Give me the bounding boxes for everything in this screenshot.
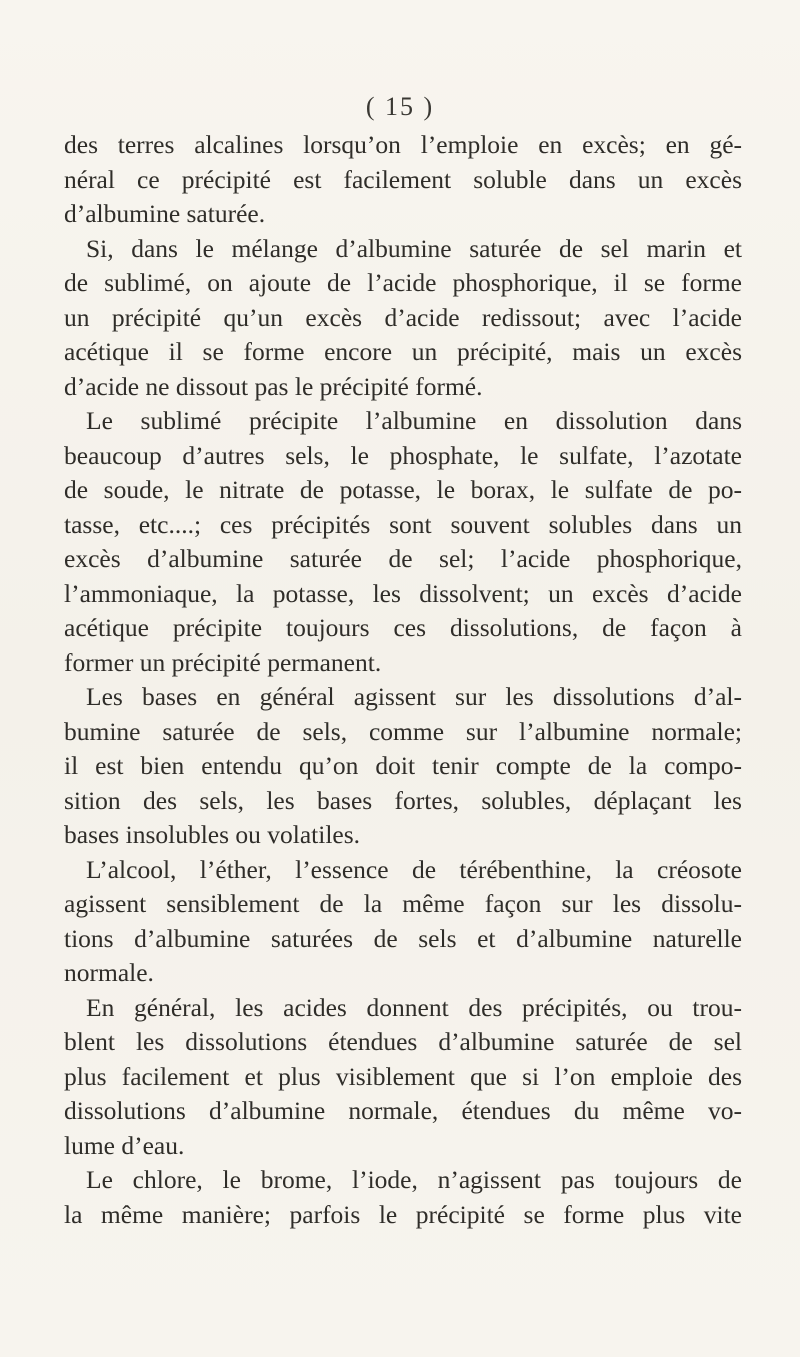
text-line: dissolutions d’albumine normale, étendues du même vo-: [64, 1096, 742, 1125]
text-line: acétique il se forme encore un précipité, mais un excès: [64, 337, 742, 366]
text-line: la même manière; parfois le précipité se forme plus vite: [64, 1199, 742, 1229]
text-line: acétique précipite toujours ces dissolutions, de façon à: [64, 613, 742, 642]
text-line: Si, dans le mélange d’albumine saturée de sel marin et: [86, 233, 742, 263]
text-line: sition des sels, les bases fortes, solubles, déplaçant les: [64, 785, 742, 815]
page-number: ( 15 ): [365, 92, 435, 121]
text-line: bases insolubles ou volatiles.: [64, 820, 361, 849]
text-line: lume d’eau.: [64, 1130, 185, 1160]
text-line: Les bases en général agissent sur les dissolutions d’al-: [86, 682, 742, 711]
text-line: l’ammoniaque, la potasse, les dissolvent; un excès d’acide: [64, 578, 742, 608]
text-line: de soude, le nitrate de potasse, le borax, le sulfate de po-: [64, 475, 742, 504]
text-line: Le sublimé précipite l’albumine en dissolution dans: [86, 406, 742, 435]
text-line: En général, les acides donnent des précipités, ou trou-: [86, 992, 742, 1022]
text-line: néral ce précipité est facilement soluble dans un excès: [64, 164, 742, 194]
paragraph: [64, 680, 742, 853]
text-line: beaucoup d’autres sels, le phosphate, le sulfate, l’azotate: [64, 440, 742, 470]
text-line: L’alcool, l’éther, l’essence de térébenthine, la créosote: [86, 854, 742, 884]
text-line: un précipité qu’un excès d’acide redissout; avec l’acide: [64, 302, 742, 332]
text-line: bumine saturée de sels, comme sur l’albumine normale;: [64, 716, 742, 746]
paragraph: [64, 853, 742, 991]
paragraph: [64, 128, 742, 232]
text-line: tasse, etc....; ces précipités sont souvent solubles dans un: [64, 509, 742, 539]
text-line: d’albumine saturée.: [64, 199, 266, 228]
paragraph: [64, 991, 742, 1164]
paragraph: [64, 232, 742, 405]
text-line: excès d’albumine saturée de sel; l’acide phosphorique,: [64, 544, 742, 573]
text-line: blent les dissolutions étendues d’albumine saturée de sel: [64, 1027, 742, 1056]
text-line: tions d’albumine saturées de sels et d’albumine naturelle: [64, 923, 742, 953]
paragraph: [64, 404, 742, 680]
text-line: il est bien entendu qu’on doit tenir compte de la compo-: [64, 751, 742, 780]
text-line: Le chlore, le brome, l’iode, n’agissent pas toujours de: [86, 1165, 742, 1194]
text-line: former un précipité permanent.: [64, 647, 382, 677]
text-line: d’acide ne dissout pas le précipité formé.: [64, 371, 483, 401]
text-line: plus facilement et plus visiblement que si l’on emploie des: [64, 1061, 742, 1091]
text-line: normale.: [64, 958, 154, 987]
text-line: agissent sensiblement de la même façon sur les dissolu-: [64, 889, 742, 918]
paragraph: [64, 1163, 742, 1232]
text-line: des terres alcalines lorsqu’on l’emploie en excès; en gé-: [64, 130, 742, 159]
body-text: [64, 128, 742, 1232]
text-line: de sublimé, on ajoute de l’acide phosphorique, il se forme: [64, 268, 742, 297]
